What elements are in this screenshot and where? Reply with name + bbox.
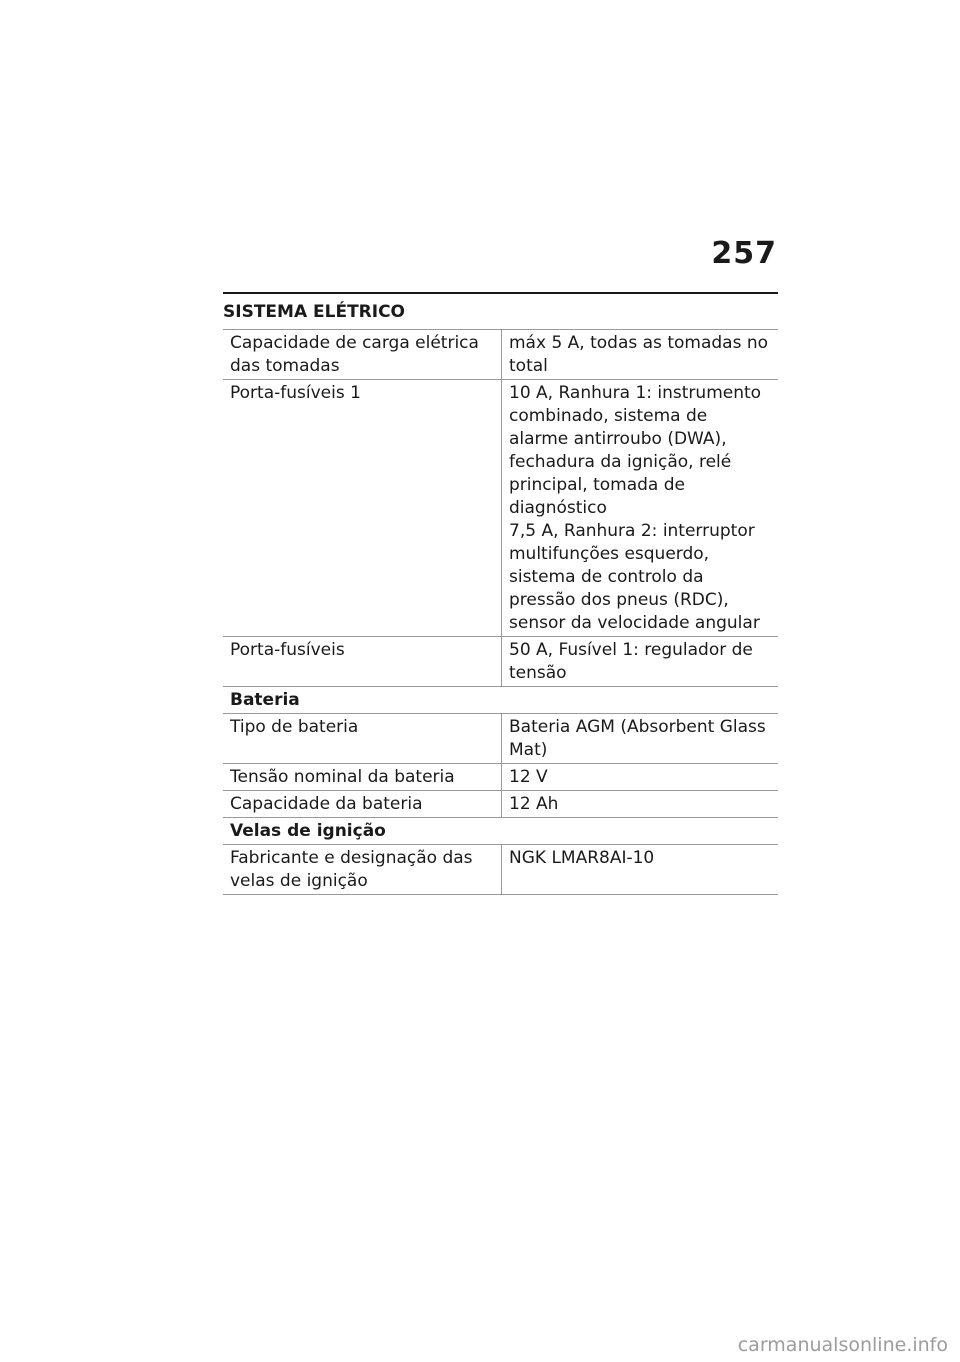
group-label: Bateria [223,687,778,714]
spec-value: Bateria AGM (Absorbent Glass Mat) [502,714,779,764]
spec-value: 50 A, Fusível 1: regulador de tensão [502,637,779,687]
spec-label: Porta-fusíveis [223,637,502,687]
page-number: 257 [711,236,777,271]
watermark: carmanualsonline.info [737,1334,948,1356]
spec-value: máx 5 A, todas as tomadas no total [502,330,779,380]
table-row [223,845,778,895]
spec-label: Tipo de bateria [223,714,502,764]
spec-label: Tensão nominal da bateria [223,764,502,791]
table-row [223,637,778,687]
table-row [223,380,778,637]
group-header-battery [223,687,778,714]
table-row [223,714,778,764]
spec-label: Porta-fusíveis 1 [223,380,502,637]
spec-value: NGK LMAR8AI-10 [502,845,779,895]
spec-label: Capacidade de carga elétrica das tomadas [223,330,502,380]
table-row [223,791,778,818]
spec-table [223,329,778,895]
group-label: Velas de ignição [223,818,778,845]
table-row [223,764,778,791]
spec-value: 10 A, Ranhura 1: instrumento combinado, sistema de alarme antirroubo (DWA), fechadura da ignição, relé principal, tomada de diagnóstico 7,5 A, Ranhura 2: interruptor multifunções esquerdo, sistema de controlo da pressão dos pneus (RDC), sensor da velocidade angular [502,380,779,637]
section-title: SISTEMA ELÉTRICO [223,292,778,329]
electrical-system-section [223,292,778,895]
table-row [223,330,778,380]
spec-value: 12 V [502,764,779,791]
spec-label: Capacidade da bateria [223,791,502,818]
group-header-spark-plugs [223,818,778,845]
spec-value: 12 Ah [502,791,779,818]
spec-label: Fabricante e designação das velas de ignição [223,845,502,895]
